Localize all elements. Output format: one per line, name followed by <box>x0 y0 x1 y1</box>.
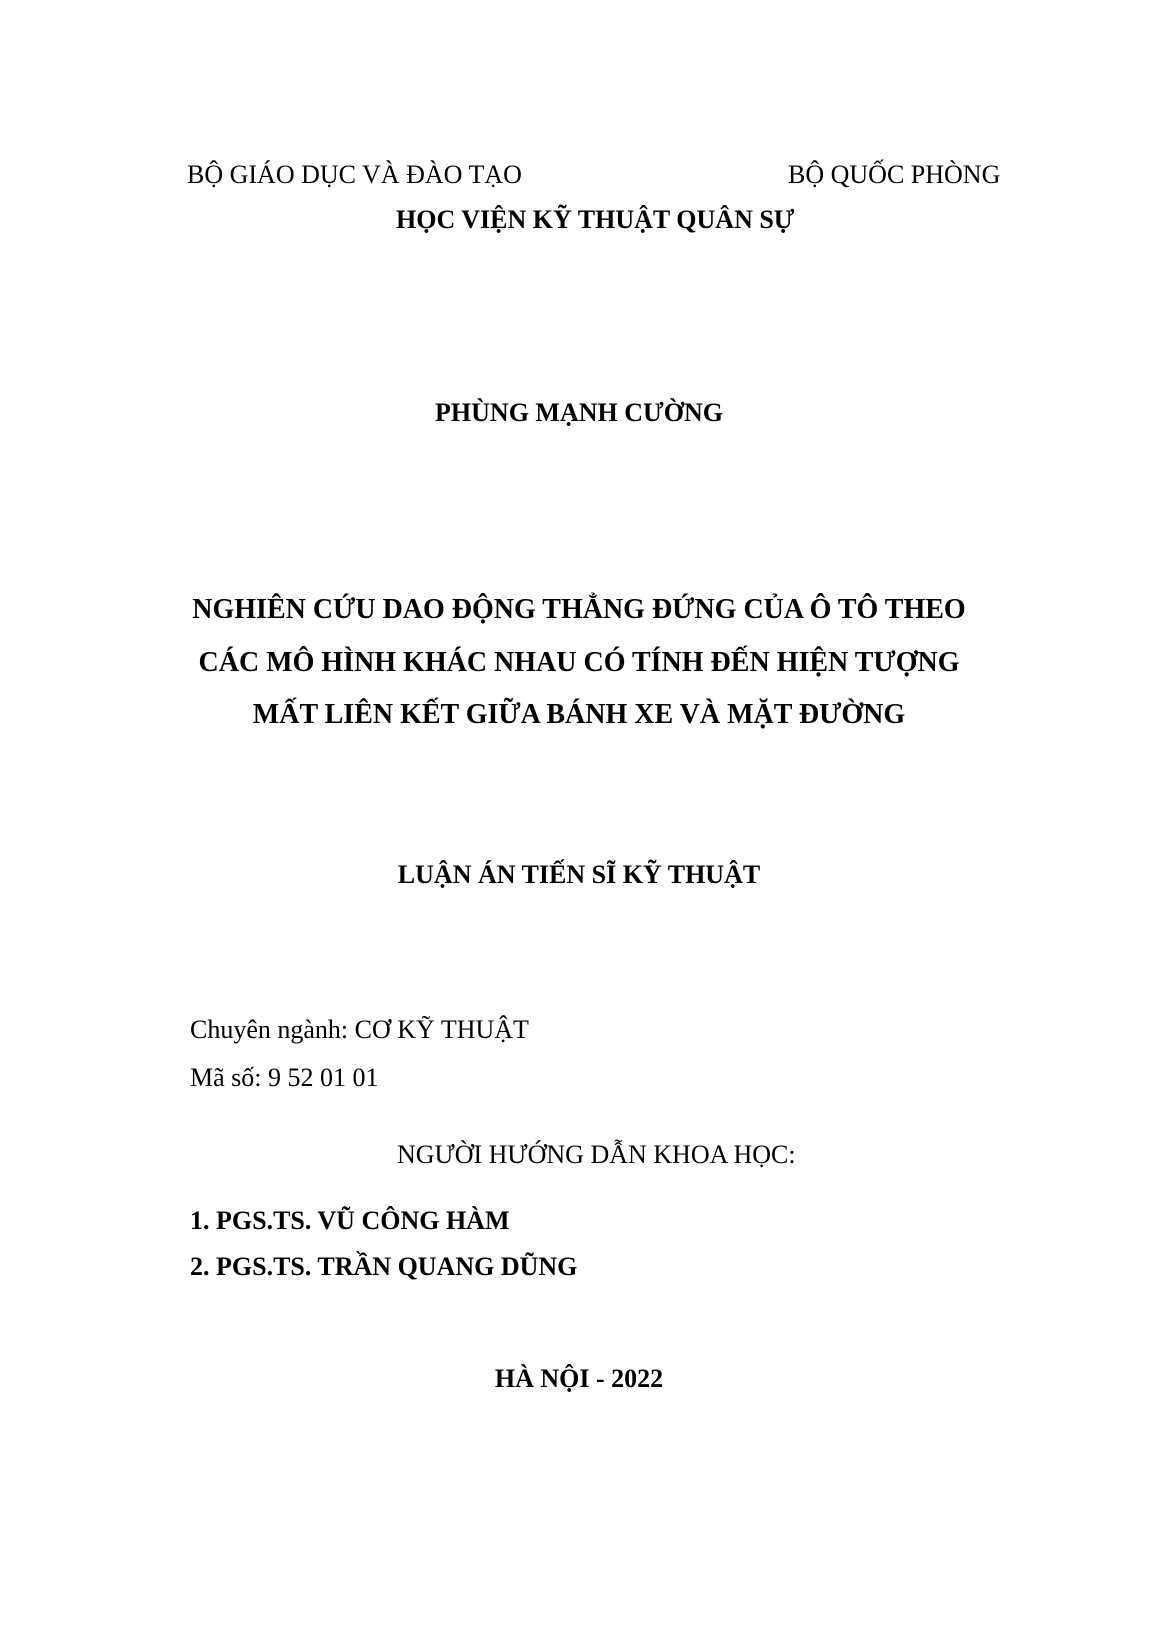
place-and-year: HÀ NỘI - 2022 <box>494 1364 664 1393</box>
ministry-of-education: BỘ GIÁO DỤC VÀ ĐÀO TẠO <box>187 160 522 189</box>
thesis-title-line-3: MẤT LIÊN KẾT GIỮA BÁNH XE VÀ MẶT ĐƯỜNG <box>252 699 906 730</box>
thesis-title-line-2: CÁC MÔ HÌNH KHÁC NHAU CÓ TÍNH ĐẾN HIỆN TƯỢNG <box>198 647 960 678</box>
specialization-code: Mã số: 9 52 01 01 <box>190 1063 379 1092</box>
ministry-of-defense: BỘ QUỐC PHÒNG <box>788 160 1001 189</box>
specialization: Chuyên ngành: CƠ KỸ THUẬT <box>190 1015 529 1044</box>
degree-type: LUẬN ÁN TIẾN SĨ KỸ THUẬT <box>397 860 761 889</box>
author-name: PHÙNG MẠNH CƯỜNG <box>435 398 723 427</box>
supervisors-heading: NGƯỜI HƯỚNG DẪN KHOA HỌC: <box>397 1140 796 1169</box>
thesis-title-line-1: NGHIÊN CỨU DAO ĐỘNG THẲNG ĐỨNG CỦA Ô TÔ THEO <box>192 594 966 625</box>
institute-name: HỌC VIỆN KỸ THUẬT QUÂN SỰ <box>396 205 795 234</box>
supervisor-1: 1. PGS.TS. VŨ CÔNG HÀM <box>190 1206 510 1235</box>
supervisor-2: 2. PGS.TS. TRẦN QUANG DŨNG <box>190 1252 578 1281</box>
